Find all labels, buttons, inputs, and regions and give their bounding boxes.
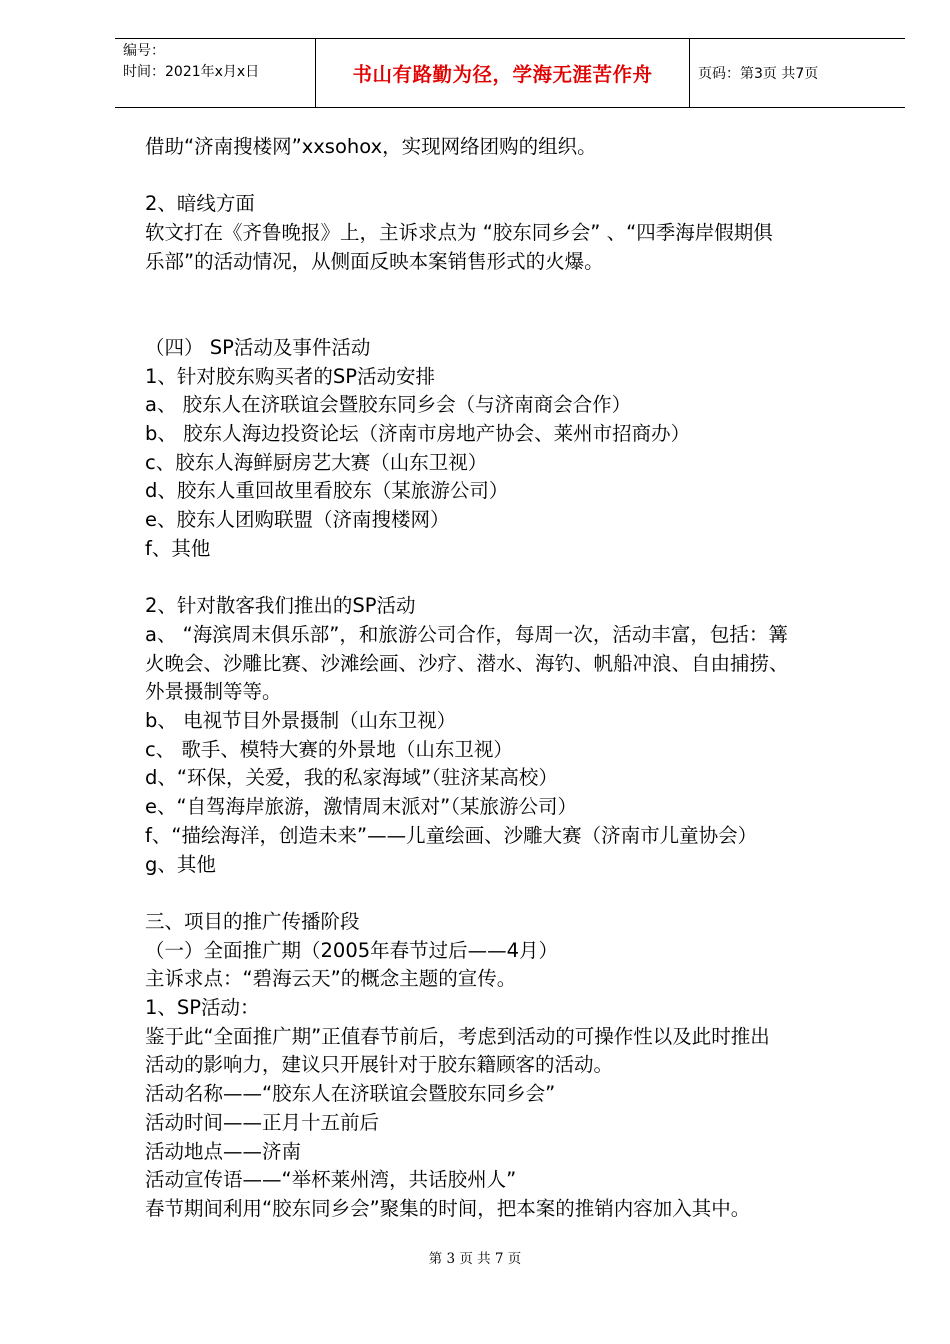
list-item: a、 “海滨周末俱乐部”，和旅游公司合作，每周一次，活动丰富，包括：篝 <box>145 622 788 646</box>
page-header <box>115 38 905 108</box>
activity-name: 活动名称——“胶东人在济联谊会暨胶东同乡会” <box>145 1082 556 1106</box>
subsection-heading: （一）全面推广期（2005年春节过后——4月） <box>145 938 559 962</box>
paragraph: 借助“济南搜楼网”xxsohox，实现网络团购的组织。 <box>145 135 597 158</box>
activity-time: 活动时间——正月十五前后 <box>145 1110 380 1134</box>
activity-slogan: 活动宣传语——“举杯莱州湾，共话胶州人” <box>145 1168 517 1192</box>
list-item: e、“自驾海岸旅游，激情周末派对”（某旅游公司） <box>145 795 577 819</box>
document-number-label: 编号： <box>123 43 165 59</box>
activity-place: 活动地点——济南 <box>145 1139 302 1163</box>
section-heading: 三、项目的推广传播阶段 <box>145 909 360 933</box>
list-item: b、 胶东人海边投资论坛（济南市房地产协会、莱州市招商办） <box>145 422 691 445</box>
list-item: g、其他 <box>145 852 216 876</box>
list-item: a、 胶东人在济联谊会暨胶东同乡会（与济南商会合作） <box>145 393 632 417</box>
header-meta <box>115 39 315 107</box>
list-item: e、胶东人团购联盟（济南搜楼网） <box>145 508 450 532</box>
list-item: d、胶东人重回故里看胶东（某旅游公司） <box>145 479 509 503</box>
list-item: f、其他 <box>145 536 211 560</box>
paragraph-line: 软文打在《齐鲁晚报》上，主诉求点为 “胶东同乡会” 、“四季海岸假期俱 <box>145 221 773 245</box>
section-heading: 2、暗线方面 <box>145 192 255 216</box>
header-page-label: 页码：第3页 共7页 <box>698 66 819 82</box>
paragraph: 1、SP活动： <box>145 996 260 1020</box>
list-item: d、“环保，关爱，我的私家海域”（驻济某高校） <box>145 766 558 790</box>
list-item: c、胶东人海鲜厨房艺大赛（山东卫视） <box>145 450 488 474</box>
document-time-label: 时间：2021年x月x日 <box>123 64 260 80</box>
list-item: f、“描绘海洋，创造未来”——儿童绘画、沙雕大赛（济南市儿童协会） <box>145 823 758 847</box>
document-body <box>145 133 885 1224</box>
paragraph-line: 乐部”的活动情况，从侧面反映本案销售形式的火爆。 <box>145 249 604 273</box>
paragraph-line: 鉴于此“全面推广期”正值春节前后，考虑到活动的可操作性以及此时推出 <box>145 1024 770 1048</box>
section-heading: （四） SP活动及事件活动 <box>145 335 371 359</box>
subsection-heading: 2、针对散客我们推出的SP活动 <box>145 594 416 618</box>
subsection-heading: 1、针对胶东购买者的SP活动安排 <box>145 364 436 388</box>
paragraph: 春节期间利用“胶东同乡会”聚集的时间，把本案的推销内容加入其中。 <box>145 1196 751 1220</box>
list-item: b、 电视节目外景摄制（山东卫视） <box>145 709 457 733</box>
page-footer: 第 3 页 共 7 页 <box>428 1251 522 1267</box>
header-motto: 书山有路勤为径，学海无涯苦作舟 <box>315 39 690 107</box>
paragraph: 主诉求点：“碧海云天”的概念主题的宣传。 <box>145 967 517 991</box>
paragraph-line: 活动的影响力，建议只开展针对于胶东籍顾客的活动。 <box>145 1053 614 1077</box>
list-item: c、 歌手、模特大赛的外景地（山东卫视） <box>145 737 513 761</box>
list-item-continuation: 外景摄制等等。 <box>145 680 282 704</box>
list-item-continuation: 火晚会、沙雕比赛、沙滩绘画、沙疗、潜水、海钓、帆船冲浪、自由捕捞、 <box>145 651 789 675</box>
